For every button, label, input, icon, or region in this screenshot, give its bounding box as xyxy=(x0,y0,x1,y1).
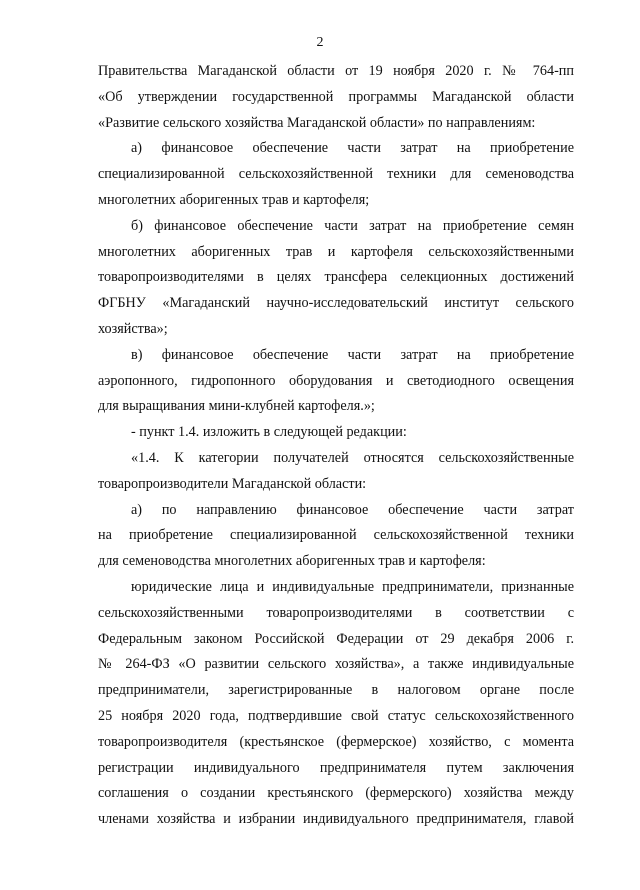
text-line: сельскохозяйственными товаропроизводителями в соответствии с xyxy=(98,604,574,621)
text-line: товаропроизводители Магаданской области: xyxy=(98,475,367,492)
text-line: б) финансовое обеспечение части затрат на приобретение семян xyxy=(131,217,574,234)
text-line: для семеноводства многолетних аборигенных трав и картофеля: xyxy=(98,553,486,570)
text-line: «Об утверждении государственной программы Магаданской области xyxy=(98,88,574,105)
text-line: а) по направлению финансовое обеспечение части затрат xyxy=(131,501,574,518)
text-line: многолетних аборигенных трав и картофеля сельскохозяйственными xyxy=(98,243,574,260)
text-line: на приобретение специализированной сельскохозяйственной техники xyxy=(98,527,574,544)
text-line: хозяйства»; xyxy=(98,320,168,337)
text-line: регистрации индивидуального предпринимателя путем заключения xyxy=(98,759,574,776)
text-line: «1.4. К категории получателей относятся сельскохозяйственные xyxy=(131,449,574,466)
text-line: юридические лица и индивидуальные предприниматели, признанные xyxy=(131,578,574,595)
text-line: Федеральным законом Российской Федерации от 29 декабря 2006 г. xyxy=(98,630,574,647)
text-line: членами хозяйства и избрании индивидуального предпринимателя, главой xyxy=(98,811,574,828)
text-line: - пункт 1.4. изложить в следующей редакции: xyxy=(131,424,407,441)
text-line: специализированной сельскохозяйственной техники для семеноводства xyxy=(98,166,574,183)
document-body xyxy=(98,59,574,833)
text-line: № 264-ФЗ «О развитии сельского хозяйства», а также индивидуальные xyxy=(98,656,574,673)
text-line: Правительства Магаданской области от 19 ноября 2020 г. № 764-пп xyxy=(98,63,574,79)
text-line: 25 ноября 2020 года, подтвердившие свой статус сельскохозяйственного xyxy=(98,707,574,724)
text-line: товаропроизводителями в целях трансфера селекционных достижений xyxy=(98,269,574,286)
text-line: многолетних аборигенных трав и картофеля; xyxy=(98,191,370,208)
text-line: ФГБНУ «Магаданский научно-исследовательский институт сельского xyxy=(98,295,574,312)
text-line: а) финансовое обеспечение части затрат на приобретение xyxy=(131,140,574,157)
page-number: 2 xyxy=(316,35,324,50)
text-line: аэропонного, гидропонного оборудования и светодиодного освещения xyxy=(98,372,574,389)
text-line: предприниматели, зарегистрированные в налоговом органе после xyxy=(98,682,574,699)
text-line: соглашения о создании крестьянского (фермерского) хозяйства между xyxy=(98,785,574,802)
text-line: товаропроизводителя (крестьянское (фермерское) хозяйство, с момента xyxy=(98,733,574,750)
text-line: «Развитие сельского хозяйства Магаданской области» по направлениям: xyxy=(98,114,536,131)
text-line: для выращивания мини-клубней картофеля.»; xyxy=(98,398,375,415)
text-line: в) финансовое обеспечение части затрат на приобретение xyxy=(131,346,574,363)
